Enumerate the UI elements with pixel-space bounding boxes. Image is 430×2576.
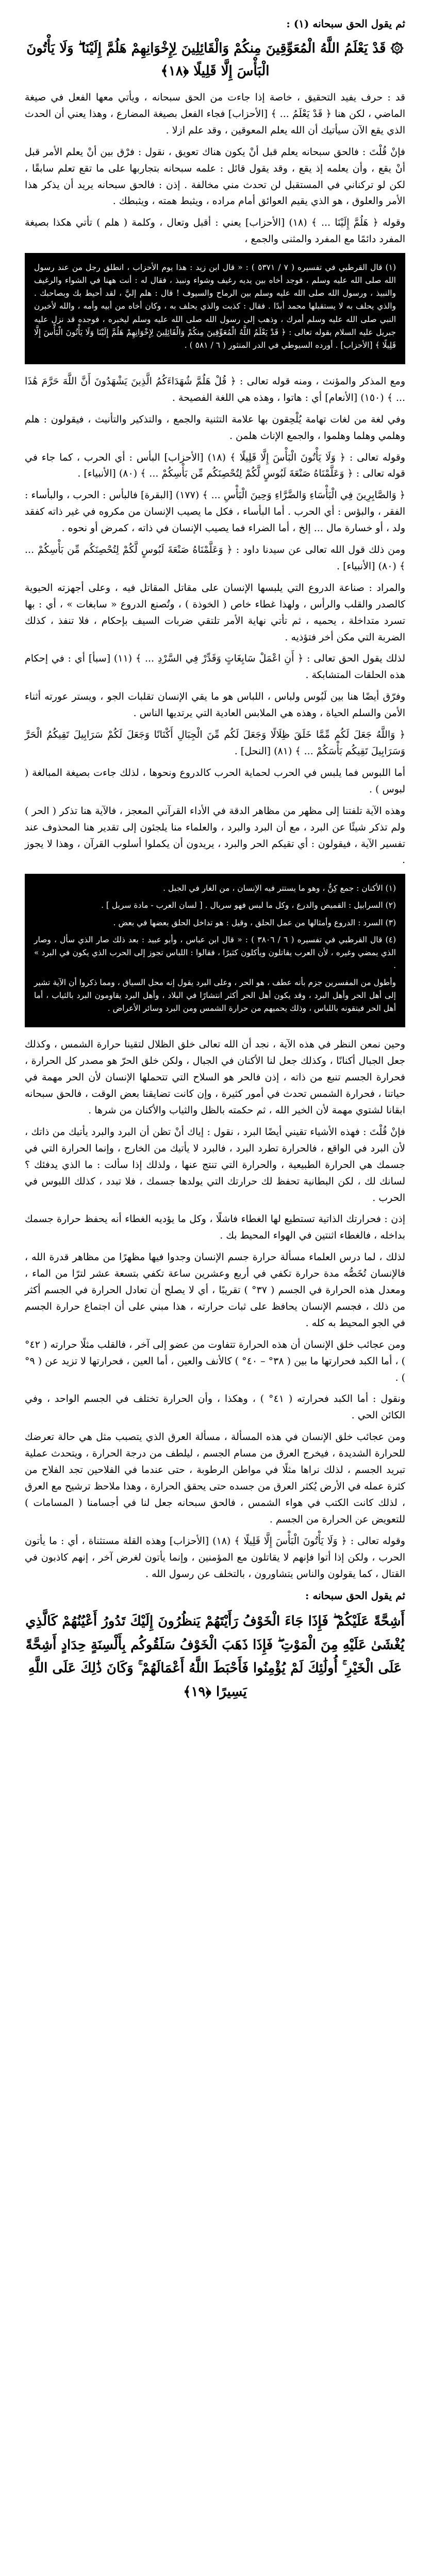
- commentary-paragraph: وقوله تعالى : ﴿ وَلَا يَأْتُونَ الْبَأْسَ إِلَّا قَلِيلًا ﴾ (١٨) [الأحزاب] وهذه القلة مستثناة ، أي : ما يأتون الحرب ، ولكن إذا أتوا فإنهم لا يقاتلون مع المؤمنين ، وإنما يأتون لغرض آخر ، إنهم كاذبون في القتال ، كما يقولون والناس يتشاورون ، بالتخلف عن رسول الله .: [25, 1535, 405, 1580]
- commentary-paragraph: ومن عجائب خلق الإنسان في هذه المسألة ، مسألة العرق الذي يتصبب مثل هي حالة تعرضك للحرارة الشديدة ، فيخرج العرق من مسام الجسم ، ليلطف من درجة الحرارة ، ويتحدث عملية تبريد الجسم ، لذلك نراها مثلًا في مواطن الرطوبة ، حتى عندما في الفلاحين تجد الفلاح من كثرة عمله في الأرض يُكثر العرق من جسده حتى يحقق الحرارة ، وهذا ملاحظ ترشيح مع العرق ، لذلك كانت الكتب في هواء الشمس ، فالحق سبحانه جعل لنا في أجسامنا ( المسامات ) للتعويض عن الحرارة من الجسم .: [25, 1431, 405, 1525]
- intro-line-2: ثم يقول الحق سبحانه :: [305, 1589, 405, 1602]
- commentary-paragraph: ومن عجائب خلق الإنسان أن هذه الحرارة تتفاوت من عضو إلى آخر ، فالقلب مثلًا حرارته ( ٤٢° ) ، أما الكبد فحرارتها ما بين ( ٣٨° – ٤٠° ) كالأنف والعين ، أما العين ، فحرارتها لا تزيد عن ( ٩° ) .: [25, 1338, 405, 1383]
- footnote-paragraph: (١) قال القرطبي في تفسيره ( ٧ / ٥٣٧١ ) : « قال ابن زيد : هذا يوم الأحزاب ، انطلق رجل من عند رسول الله صلى الله عليه وسلم ، فوجد أخاه بين يديه رغيف وشواء ونبيذ ، فقال له : أنت ههنا في الشواء والرغيف والنبيذ ، ورسول الله صلى الله عليه وسلم بين الرماح والسيوف ! قال : هلم إليَّ ، لقد أحيط بك وبصاحبك . والذي يحلف به لا يستقبلها محمد أبدًا . فقال : كذبت والذي يحلف به ، وكان أخاه من أبيه وأمه ، والله لأخبرن النبي صلى الله عليه وسلم أمرك ، وذهب إلى رسول الله صلى الله عليه وسلم ليخبره ، فوجده قد نزل عليه جبريل عليه السلام بقوله تعالى : ﴿ قَدْ يَعْلَمُ اللَّهُ الْمُعَوِّقِينَ مِنكُمْ وَالْقَائِلِينَ لِإِخْوَانِهِمْ هَلُمَّ إِلَيْنَا وَلَا يَأْتُونَ الْبَأْسَ إِلَّا قَلِيلًا ﴾ [الأحزاب] . أورده السيوطي في الدر المنثور ( ٦ / ٥٨١ ) .: [34, 263, 396, 350]
- footnote-paragraph: وأطول من المفسرين جزم بأنه عطف ، هو الحر ، وعلى البرد يقول إنه محل السياق ، ومما ذكروا أن الآية تشير إلى أهل الحر وأهل البرد ، وقد يكون أهل الحر أكثر انتشارًا في البلاد ، وأهل البرد يقاومون البرد بالثياب ، أما أهل الحر فيتقونه باللباس ، وذلك يحميهم من حرارة الشمس ومن البرد وسائر الأعراض .: [34, 978, 396, 1013]
- footnote-paragraph: (٢) السرابيل : القميص والدرع ، وكل ما لبس فهو سربال . [ لسان العرب - مادة سربل ] .: [101, 901, 396, 910]
- verse-text: ۞ قَدْ يَعْلَمُ اللَّهُ الْمُعَوِّقِينَ مِنكُمْ وَالْقَائِلِينَ لِإِخْوَانِهِمْ هَلُمَّ إِلَيْنَا ۖ وَلَا يَأْتُونَ الْبَأْسَ إِلَّا قَلِيلًا ﴿١٨﴾: [26, 40, 404, 79]
- commentary-paragraph: لذلك ، لما درس العلماء مسألة حرارة جسم الإنسان وجدوا فيها مظهرًا من مظاهر قدرة الله ، فالإنسان تُخَصُّه مدة حرارة تكفي في أربع وعشرين ساعة تكفي بتسعة عشر لترًا من الماء ، ومعدل هذه الحرارة في الجسم ( ٣٧° ) تقريبًا ، أي لا يصلح أن تعادل الحرارة في الجسم أكثر من ذلك ، فجسم الإنسان يحافظ على ثبات حرارته ، هذا مبني على أن اجتماع حرارة الجسم في الجو المحيط به كله .: [25, 1251, 405, 1329]
- commentary-paragraph: أما اللبوس فما يلبس في الحرب لحماية الحرب كالدروع ونحوها ، لذلك جاءت بصيغة المبالغة ( لبوس ) .: [25, 767, 405, 795]
- verse-text: أَشِحَّةً عَلَيْكُمْ ۖ فَإِذَا جَاءَ الْخَوْفُ رَأَيْتَهُمْ يَنظُرُونَ إِلَيْكَ تَدُورُ أَعْيُنُهُمْ كَالَّذِي يُغْشَىٰ عَلَيْهِ مِنَ الْمَوْتِ ۖ فَإِذَا ذَهَبَ الْخَوْفُ سَلَقُوكُم بِأَلْسِنَةٍ حِدَادٍ أَشِحَّةً عَلَى الْخَيْرِ ۚ أُولَٰئِكَ لَمْ يُؤْمِنُوا فَأَحْبَطَ اللَّهُ أَعْمَالَهُمْ ۚ وَكَانَ ذَٰلِكَ عَلَى اللَّهِ يَسِيرًا ﴿١٩﴾: [25, 1614, 405, 1700]
- commentary-paragraph: لذلك يقول الحق تعالى : ﴿ أَنِ اعْمَلْ سَابِغَاتٍ وَقَدِّرْ فِي السَّرْدِ ... ﴾ (١١) [سبأ] أي : في إحكام هذه الحلقات المتشابكة .: [25, 653, 406, 681]
- footnote-box-2: [25, 874, 405, 1027]
- commentary-paragraph: وهذه الآية تلفتنا إلى مظهر من مظاهر الدقة في الأداء القرآني المعجز ، فالآية هنا تذكر ( الحر ) ولم تذكر شيئًا عن البرد ، مع أن البرد والبرد ، والعلماء منا يلجئون إلى تقدير هنا المحذوف عند تفسير الآية ، فيقولون : أي تقيكم الحر والبرد ، يريدون أن يكملوا أسلوب القرآن ، وهذا لا يجوز .: [25, 805, 405, 866]
- commentary-paragraph: والمراد : صناعة الدروع التي يلبسها الإنسان على مقاتل المقاتل فيه ، وعلى أجهزته الحيوية كالصدر والقلب والرأس ، ولهذا غطاء خاص ( الخوذة ) ، وتُصنع الدروع « سابغات » ، أي : بها تسرد متداخلة ، يحميه ، ثم تأتي نهاية الأمر تلتقي ضربات السيف بإحكام ، فلا تنفذ ، كذلك الضربة التي مكن أخر فتؤذيه .: [25, 582, 405, 643]
- commentary-paragraph: وقوله تعالى : ﴿ وَلَا يَأْتُونَ الْبَأْسَ إِلَّا قَلِيلًا ﴾ (١٨) [الأحزاب] البأس : أي الحرب ، كما جاء في قوله تعالى : ﴿ وَعَلَّمْنَاهُ صَنْعَةَ لَبُوسٍ لَّكُمْ لِتُحْصِنَكُم مِّن بَأْسِكُمْ ... ﴾ (٨٠) [الأنبياء] .: [25, 451, 405, 480]
- footnote-box-1: [25, 253, 405, 364]
- commentary-section-a: [25, 90, 405, 248]
- quran-verse-18: [25, 37, 405, 82]
- quran-verse-19: [25, 1610, 405, 1704]
- commentary-paragraph: قد : حرف يفيد التحقيق ، خاصة إذا جاءت من الحق سبحانه ، ويأتي معها الفعل في صيغة الماضي ، لكن هنا ﴿ قَدْ يَعْلَمُ ... ﴾ [الأحزاب] فجاء الفعل بصيغة المضارع ، وهذا يعني أن الحدث الذي يقع الآن سيأتيك أن الله يعلم المعوقين ، وقد علم ازلا .: [25, 91, 405, 136]
- commentary-paragraph: وحين نمعن النظر في هذه الآية ، نجد أن الله تعالى خلق الظلال لتقينا حرارة الشمس ، وكذلك جعل الجبال أكنانًا ، وكذلك جعل لنا الأكنان في الجبال ، ولكن خلق الحرّ هو مصدر كل الحرارة ، فحرارة الجسم تنبع من ذاته ، إذن فالحر هو السلاح التي تتحملها الإنسان لأن الحر مهمة في حياتنا ، فحرارة الشمس تحدث في أمور كثيرة ، وإن كانت تضايقنا بعض الوقت ، فالحق سبحانه ابقانا لشتوي مهمة لأن الخير الله ، ثم حكمته بالظل والثياب والأكنان من شرها .: [25, 1039, 405, 1116]
- commentary-paragraph: وفي لغة من لغات تهامة يُلْحِقون بها علامة التثنية والجمع ، والتذكير والتأنيث ، فيقولون : هلم وهلمي وهلما وهلموا ، والجمع الإناث هلمن .: [25, 413, 405, 442]
- commentary-paragraph: إذن : فحرارتك الذاتية تستطيع لها الغطاء فاشلًا ، وكل ما يؤديه الغطاء أنه يحفظ حرارة جسمك بداخله ، فالغطاء اثنتين في الهواء المحيط بك .: [25, 1213, 405, 1242]
- intro-line-1: ثم يقول الحق سبحانه (١) :: [286, 18, 405, 30]
- commentary-paragraph: ومع المذكر والمؤنث ، ومنه قوله تعالى : ﴿ قُلْ هَلُمَّ شُهَدَاءَكُمُ الَّذِينَ يَشْهَدُونَ أَنَّ اللَّهَ حَرَّمَ هَٰذَا ... ﴾ (١٥٠) [الأنعام] أي : هاتوا ، وهذه هي اللغة الفصيحة .: [25, 375, 405, 403]
- commentary-paragraph: ونقول : أما الكبد فحرارته ( ٤١° ) ، وهكذا ، وأن الحرارة تختلف في الجسم الواحد ، وفي الكائن الحي .: [25, 1393, 405, 1421]
- commentary-paragraph: ﴿ وَاللَّهُ جَعَلَ لَكُم مِّمَّا خَلَقَ ظِلَالًا وَجَعَلَ لَكُم مِّنَ الْجِبَالِ أَكْنَانًا وَجَعَلَ لَكُمْ سَرَابِيلَ تَقِيكُمُ الْحَرَّ وَسَرَابِيلَ تَقِيكُم بَأْسَكُمْ ... ﴾ (٨١) [النحل] .: [25, 729, 405, 757]
- commentary-paragraph: فإنْ قُلْتَ : فالحق سبحانه يعلم قبل أنْ يكون هناك تعويق ، نقول : فرْق بين أنْ يعلم الأمر قبل أنْ يقع ، وأن يعلمه إذ يقع ، وقد يقول قائل : علمه سبحانه بتجاربها على ما تقع تعلم سابقًا ، لكن لو تركناني في المستقبل لن تحدث مني مخالفة . إذن : فالحق سبحانه يريد أن يذكر هذا الأمر والعلوق ، هو الذي يقيم العوائق أمام مراده ، ويثبط همته ، ويثبطك .: [25, 146, 405, 207]
- footnote-paragraph: (٤) قال القرطبي في تفسيره ( ٦ / ٣٨٠٦ ) : « قال ابن عباس ، وأبو عبيد : بعد ذلك صار الذي سأل ، وصار الذي يمضي وغيره ، لأن العرب يقاتلون ويأكلون كثيرًا ، فقالوا : اللباس تجوز إلى الحرب الذي يكون في البرد » .: [34, 935, 396, 970]
- footnote-paragraph: (٣) السرد : الدروع وأمثالها من عمل الحلق ، وقيل : هو تداخل الحلق بعضها في بعض .: [113, 918, 396, 927]
- footnote-paragraph: (١) الأكنان : جمع كِنٌّ ، وهو ما يستتر فيه الإنسان ، من الغار في الجبل .: [163, 884, 396, 893]
- commentary-section-c: [25, 1037, 405, 1582]
- commentary-paragraph: وفرّق أيضًا هنا بين لَبُوس ولباس ، اللباس هو ما يقي الإنسان تقلبات الجو ، ويستر عورته أثناء الأمن والسلم الحياة ، وهذه هي الملابس العادية التي يرتديها الناس .: [25, 691, 405, 719]
- commentary-paragraph: ومن ذلك قول الله تعالى عن سيدنا داود : ﴿ وَعَلَّمْنَاهُ صَنْعَةَ لَبُوسٍ لَّكُمْ لِتُحْصِنَكُم مِّن بَأْسِكُمْ ... ﴾ (٨٠) [الأنبياء] .: [25, 544, 405, 572]
- commentary-paragraph: وقوله ﴿ هَلُمَّ إِلَيْنَا ... ﴾ (١٨) [الأحزاب] يعني : أقبل وتعال ، وكلمة ( هلم ) تأتي هكذا بصيغة المفرد دائمًا مع المفرد والمثنى والجمع ،: [25, 217, 405, 245]
- commentary-section-b: [25, 374, 405, 869]
- commentary-paragraph: فإنْ قُلْتَ : فهذه الأشياء تقيني أيضًا البرد ، نقول : إياك أنْ تظن أن البرد والبرد يأتيك من ذاتك ، لأن البرد في الواقع ، فالحرارة تطرد البرد ، فالبرد لا يأتيك من الخارج ، وإنما الحرارة التي في جسمك هي الحرارة الطبيعية ، والحرارة التي تنتج عنها ، ولذلك إذا سألت : ما الذي يدفئك ؟ لسانك لك ، لكن البطانية تحفظ لك حرارتك التي يولدها جسمك ، فلا تبدد ، كذلك اللبوس في الحرب .: [25, 1126, 405, 1204]
- commentary-paragraph: ﴿ وَالصَّابِرِينَ فِي الْبَأْسَاءِ وَالضَّرَّاءِ وَحِينَ الْبَأْسِ ... ﴾ (١٧٧) [البقرة] فالبأس : الحرب ، والبأساء : الفقر ، والبؤس : أي الحرب . أما البأساء ، فكل ما يصيب الإنسان من مكروه في غير ذاته كفقد ولد ، أو خسارة مال ... إلخ ، أما الضراء فما يصيب الإنسان في ذاته ، كمرض أو نحوه .: [25, 489, 406, 534]
